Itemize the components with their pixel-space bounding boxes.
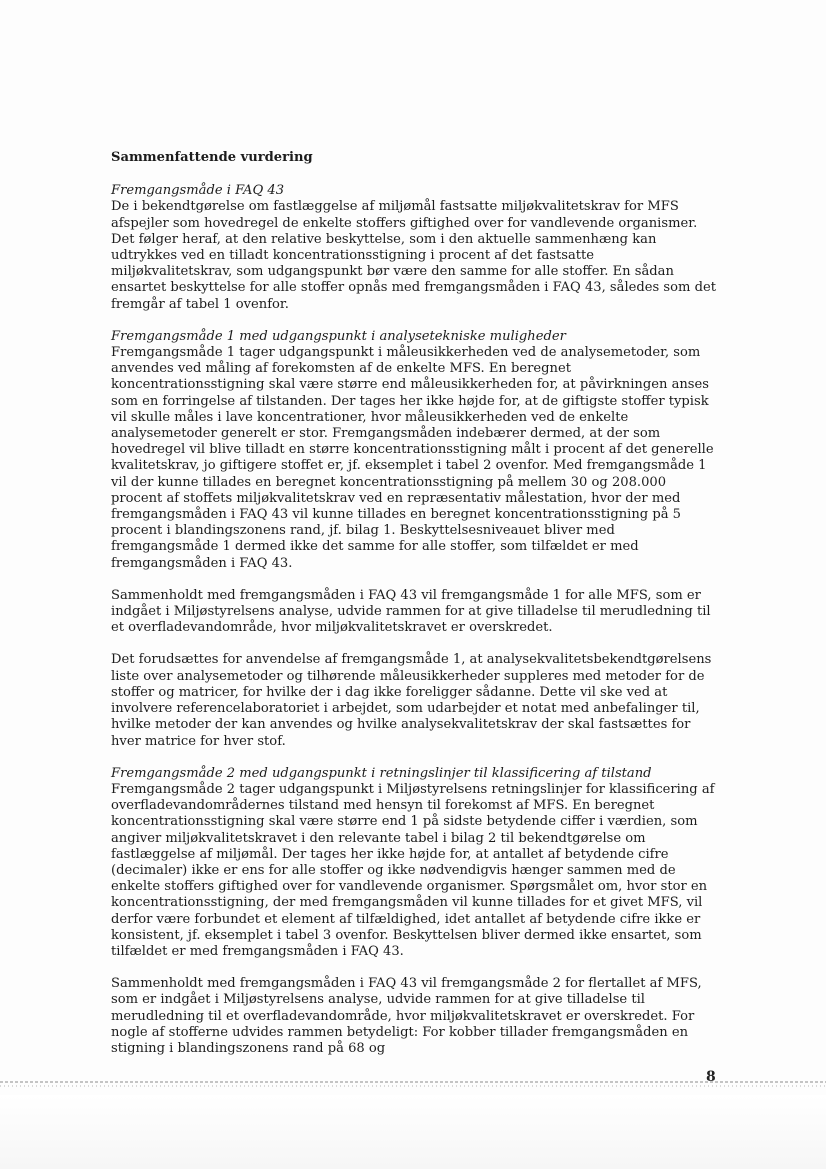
paragraph-faq43: De i bekendtgørelse om fastlæggelse af miljømål fastsatte miljøkvalitetskrav for MFS afspejler som hovedregel de enkelte stoffers giftighed over for vandlevende organismer. Det følger heraf, at den relative beskyttelse, som i den aktuelle sammenhæng kan udtrykkes ved en tilladt koncentrationsstigning i procent af det fastsatte miljøkvalitetskrav, som udgangspunkt bør være den samme for alle stoffer. En sådan ensartet beskyttelse for alle stoffer opnås med fremgangsmåden i FAQ 43, således som det fremgår af tabel 1 ovenfor. [111, 199, 716, 312]
subheading-faq43: Fremgangsmåde i FAQ 43 [111, 183, 285, 199]
text-block-method-2-comparison [111, 976, 717, 1057]
text-block-method-1 [111, 329, 717, 572]
footer-scan-marks [0, 1073, 826, 1093]
text-block-method-1-precondition [111, 652, 717, 749]
subheading-method-2: Fremgangsmåde 2 med udgangspunkt i retningslinjer til klassificering af tilstand [111, 765, 652, 781]
text-block-method-2 [111, 766, 717, 960]
subheading-method-1: Fremgangsmåde 1 med udgangspunkt i analysetekniske muligheder [111, 328, 566, 344]
paragraph-method-2: Fremgangsmåde 2 tager udgangspunkt i Miljøstyrelsens retningslinjer for klassificering af overfladevandområdernes tilstand med hensyn til forekomst af MFS. En beregnet koncentrationsstigning skal være større end 1 på sidste betydende ciffer i værdien, som angiver miljøkvalitetskravet i den relevante tabel i bilag 2 til bekendtgørelse om fastlæggelse af miljømål. Der tages her ikke højde for, at antallet af betydende cifre (decimaler) ikke er ens for alle stoffer og ikke nødvendigvis hænger sammen med de enkelte stoffers giftighed over for vandlevende organismer. Spørgsmålet om, hvor stor en koncentrationsstigning, der med fremgangsmåden vil kunne tillades for et givet MFS, vil derfor være forbundet et element af tilfældighed, idet antallet af betydende cifre ikke er konsistent, jf. eksemplet i tabel 3 ovenfor. Beskyttelsen bliver dermed ikke ensartet, som tilfældet er med fremgangsmåden i FAQ 43. [111, 781, 715, 959]
page-number: 8 [706, 1069, 716, 1085]
paragraph-method-2-comparison: Sammenholdt med fremgangsmåden i FAQ 43 vil fremgangsmåde 2 for flertallet af MFS, som er indgået i Miljøstyrelsens analyse, udvide rammen for at give tilladelse til merudledning til et overfladevandområde, hvor miljøkvalitetskravet er overskredet. For nogle af stofferne udvides rammen betydeligt: For kobber tillader fremgangsmåden en stigning i blandingszonens rand på 68 og [111, 976, 702, 1056]
scan-bottom-margin [0, 1095, 826, 1169]
paragraph-method-1: Fremgangsmåde 1 tager udgangspunkt i måleusikkerheden ved de analysemetoder, som anvendes ved måling af forekomsten af de enkelte MFS. En beregnet koncentrationsstigning skal være større end måleusikkerheden for, at påvirkningen anses som en forringelse af tilstanden. Der tages her ikke højde for, at de giftigste stoffer typisk vil skulle måles i lave koncentrationer, hvor måleusikkerheden ved de enkelte analysemetoder generelt er stor. Fremgangsmåden indebærer dermed, at der som hovedregel vil blive tilladt en større koncentrationsstigning målt i procent af det generelle kvalitetskrav, jo giftigere stoffet er, jf. eksemplet i tabel 2 ovenfor. Med fremgangsmåde 1 vil der kunne tillades en beregnet koncentrationsstigning på mellem 30 og 208.000 procent af stoffets miljøkvalitetskrav ved en repræsentativ målestation, hvor der med fremgangsmåden i FAQ 43 vil kunne tillades en beregnet koncentrationsstigning på 5 procent i blandingszonens rand, jf. bilag 1. Beskyttelsesniveauet bliver med fremgangsmåde 1 dermed ikke det samme for alle stoffer, som tilfældet er med fremgangsmåden i FAQ 43. [111, 345, 714, 571]
document-body [111, 150, 717, 1073]
paragraph-method-1-comparison: Sammenholdt med fremgangsmåden i FAQ 43 vil fremgangsmåde 1 for alle MFS, som er indgået i Miljøstyrelsens analyse, udvide rammen for at give tilladelse til merudledning til et overfladevandområde, hvor miljøkvalitetskravet er overskredet. [111, 587, 711, 636]
paragraph-method-1-precondition: Det forudsættes for anvendelse af fremgangsmåde 1, at analysekvalitetsbekendtgørelsens liste over analysemetoder og tilhørende måleusikkerheder suppleres med metoder for de stoffer og matricer, for hvilke der i dag ikke foreligger sådanne. Dette vil ske ved at involvere referencelaboratoriet i arbejdet, som udarbejder et notat med anbefalinger til, hvilke metoder der kan anvendes og hvilke analysekvalitetskrav der skal fastsættes for hver matrice for hver stof. [111, 652, 712, 749]
text-block-faq43 [111, 183, 717, 313]
section-heading: Sammenfattende vurdering [111, 150, 313, 165]
text-block-method-1-comparison [111, 588, 717, 637]
